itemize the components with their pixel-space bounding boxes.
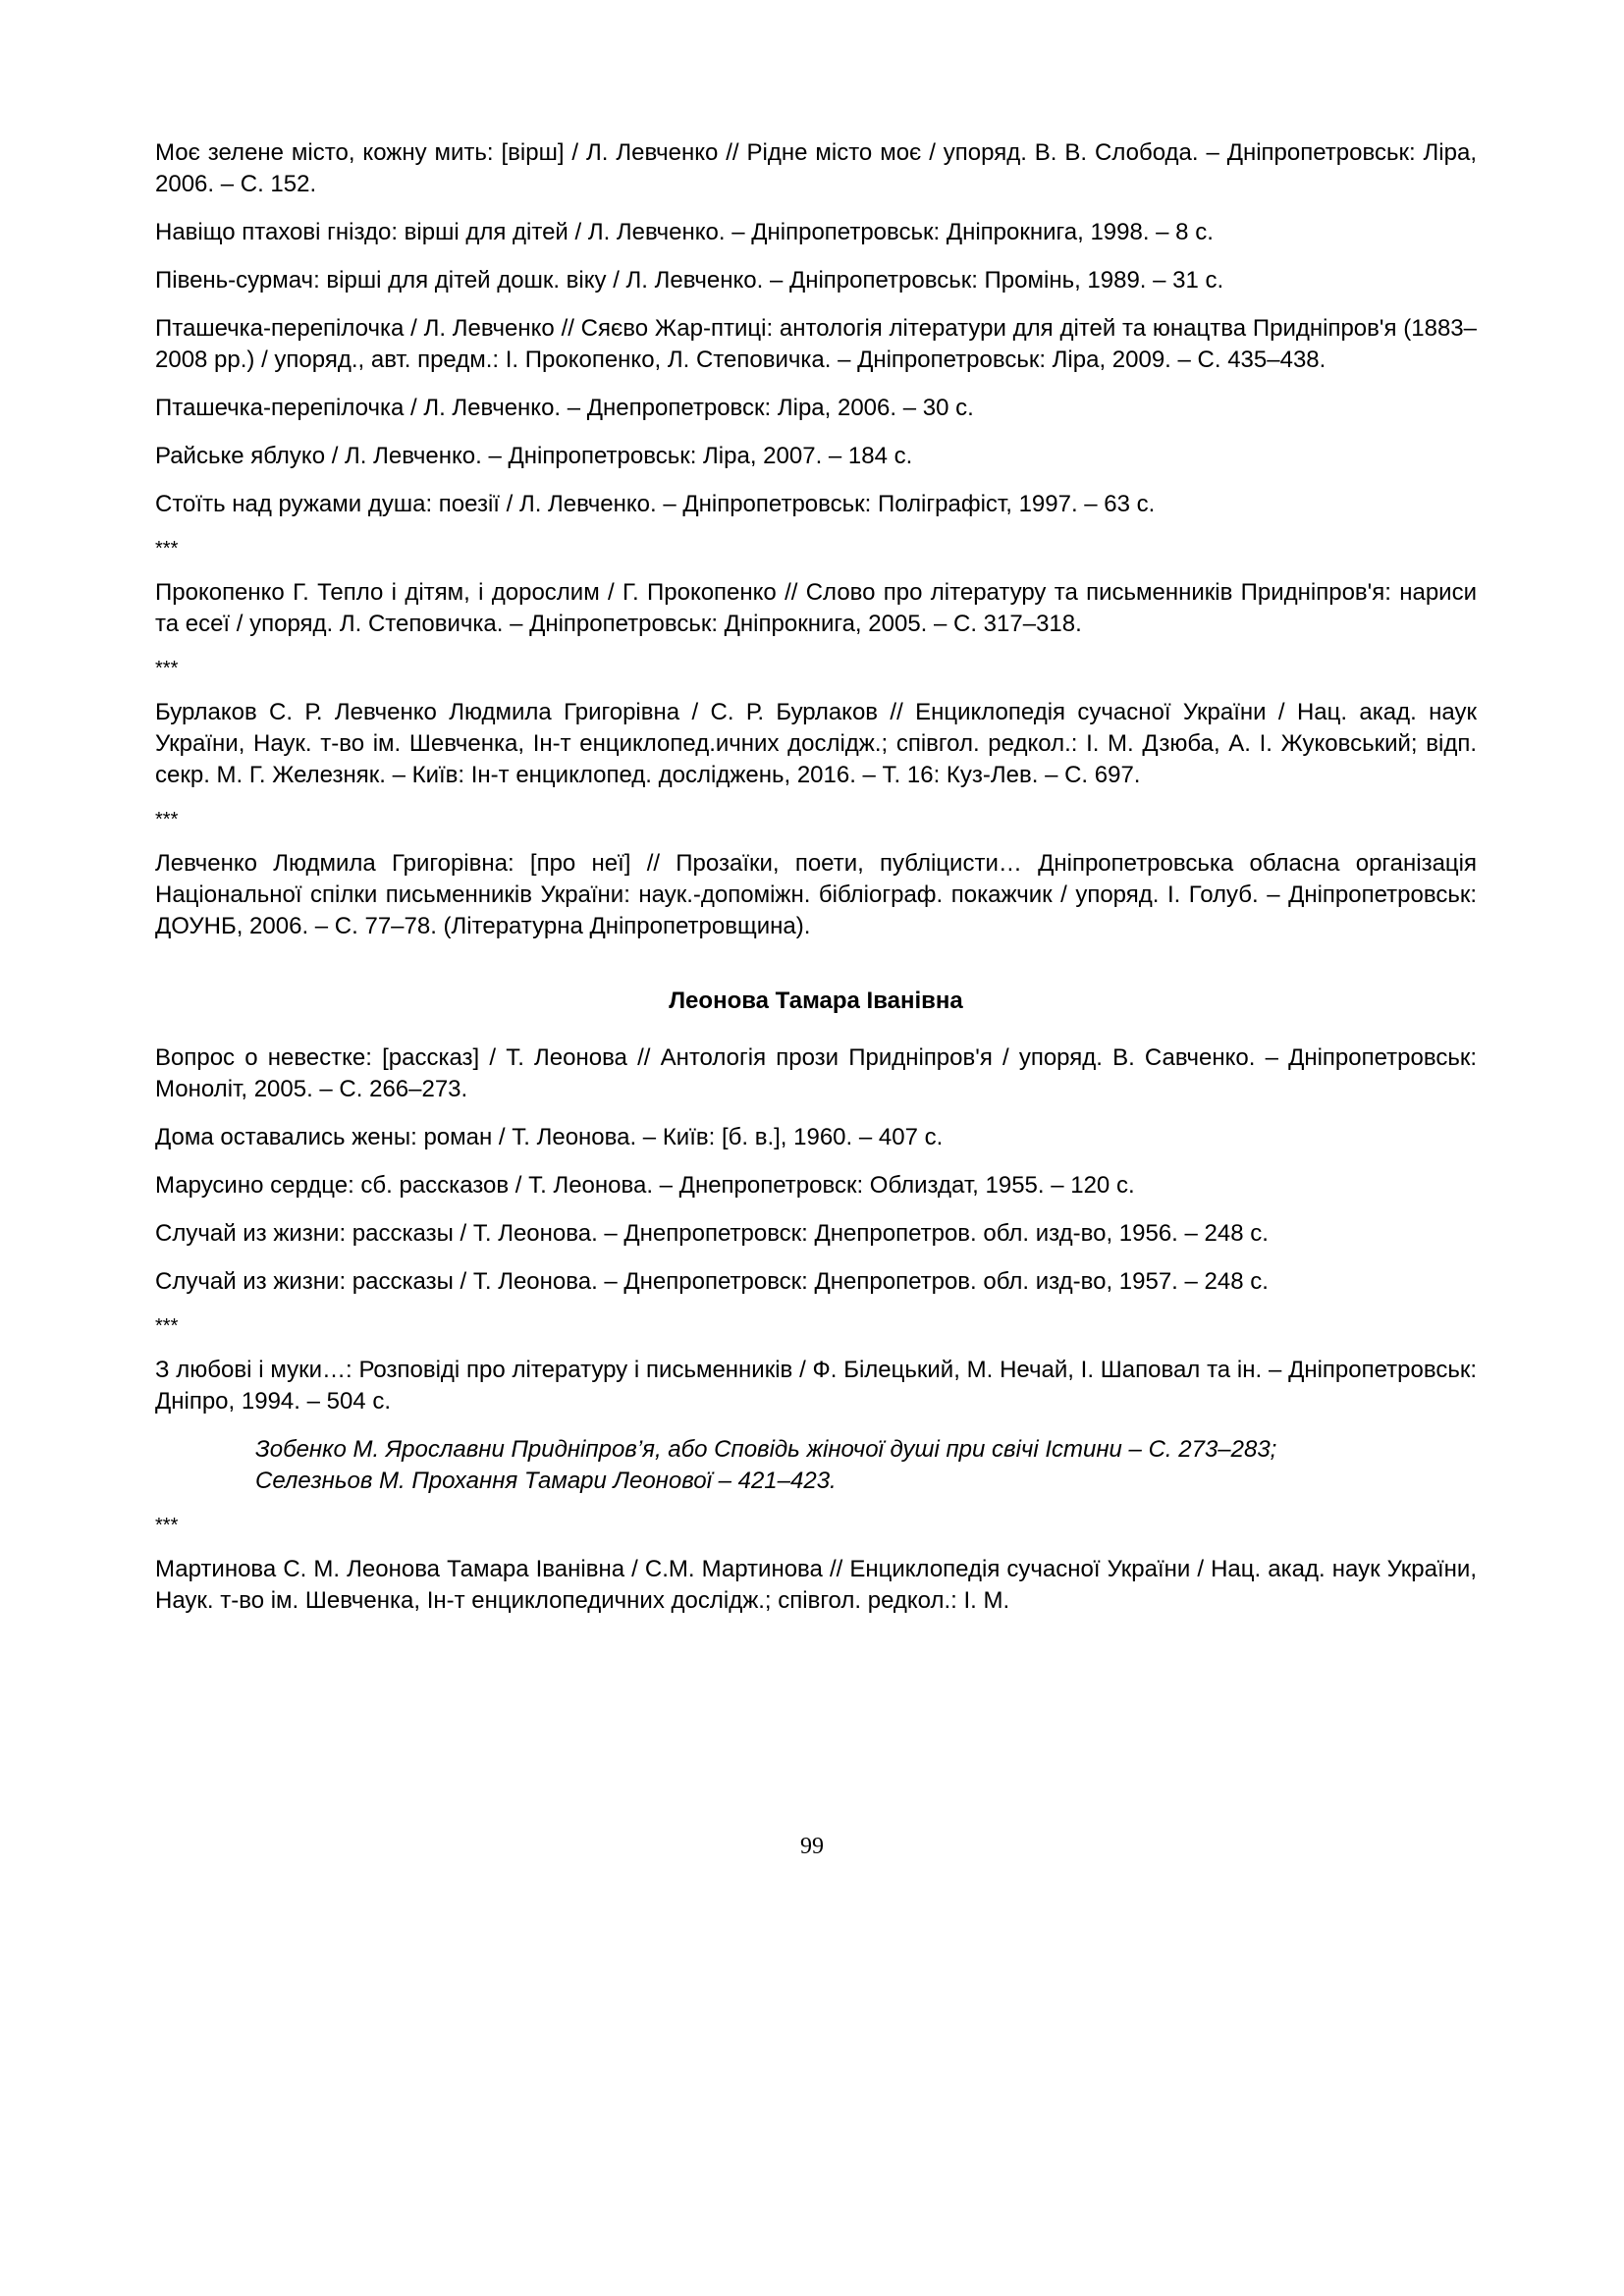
bibliography-entry: Навіщо птахові гніздо: вірші для дітей / Л. Левченко. – Дніпропетровськ: Дніпрокнига, 1998. – 8 с. [155,219,1214,245]
bibliography-entry: Вопрос о невестке: [рассказ] / Т. Леонова // Антологія прози Придніпров'я / упоряд. В. Савченко. – Дніпропетровськ: Моноліт, 2005. – С. 266–273. [155,1044,1477,1102]
bibliography-entry: Стоїть над ружами душа: поезії / Л. Левченко. – Дніпропетровськ: Поліграфіст, 1997. – 63 с. [155,491,1156,517]
bibliography-entry: Півень-сурмач: вірші для дітей дошк. віку / Л. Левченко. – Дніпропетровськ: Промінь, 1989. – 31 с. [155,267,1224,294]
collection-contents [255,1434,1477,1497]
section-separator: *** [155,658,179,679]
bibliography-entry: Дома оставались жены: роман / Т. Леонова. – Київ: [б. в.], 1960. – 407 с. [155,1124,944,1150]
section-separator: *** [155,538,179,560]
author-heading: Леонова Тамара Іванівна [669,988,963,1014]
bibliography-entry: Моє зелене місто, кожну мить: [вірш] / Л. Левченко // Рідне місто моє / упоряд. В. В. Слобода. – Дніпропетровськ: Ліра, 2006. – С. 152. [155,139,1477,197]
bibliography-entry: З любові і муки…: Розповіді про літературу і письменників / Ф. Білецький, М. Нечай, І. Шаповал та ін. – Дніпропетровськ: Дніпро, 1994. – 504 с. [155,1357,1477,1415]
bibliography-entry: Левченко Людмила Григорівна: [про неї] // Прозаїки, поети, публіцисти… Дніпропетровська обласна організація Національної спілки письменників України: наук.-допоміжн. бібліограф. покажчик / упоряд. І. Голуб. – Дніпропетровськ: ДОУНБ, 2006. – С. 77–78. (Літературна Дніпропетровщина). [155,850,1477,939]
section-separator: *** [155,1515,179,1536]
contents-line: Селезньов М. Прохання Тамари Леонової – 421–423. [255,1468,837,1494]
bibliography-entry: Случай из жизни: рассказы / Т. Леонова. – Днепропетровск: Днепропетров. обл. изд-во, 1957. – 248 с. [155,1268,1269,1295]
bibliography-entry: Мартинова С. М. Леонова Тамара Іванівна / С.М. Мартинова // Енциклопедія сучасної України / Нац. акад. наук України, Наук. т-во ім. Шевченка, Ін-т енциклопедичних дослідж.; співгол. редкол.: І. М. [155,1556,1477,1614]
bibliography-entry: Бурлаков С. Р. Левченко Людмила Григорівна / С. Р. Бурлаков // Енциклопедія сучасної України / Нац. акад. наук України, Наук. т-во ім. Шевченка, Ін-т енциклопед.ичних дослідж.; співгол. редкол.: І. М. Дзюба, А. І. Жуковський; відп. секр. М. Г. Железняк. – Київ: Ін-т енциклопед. досліджень, 2016. – Т. 16: Куз-Лев. – С. 697. [155,699,1477,788]
section-separator: *** [155,809,179,830]
bibliography-entry: Пташечка-перепілочка / Л. Левченко // Сяєво Жар-птиці: антологія літератури для дітей та юнацтва Придніпров'я (1883–2008 рр.) / упоряд., авт. предм.: І. Прокопенко, Л. Степовичка. – Дніпропетровськ: Ліра, 2009. – С. 435–438. [155,315,1477,373]
section-separator: *** [155,1315,179,1337]
bibliography-entry: Райське яблуко / Л. Левченко. – Дніпропетровськ: Ліра, 2007. – 184 с. [155,443,913,469]
bibliography-entry: Пташечка-перепілочка / Л. Левченко. – Днепропетровск: Ліра, 2006. – 30 с. [155,395,974,421]
document-body [155,137,1477,1633]
bibliography-entry: Случай из жизни: рассказы / Т. Леонова. – Днепропетровск: Днепропетров. обл. изд-во, 1956. – 248 с. [155,1220,1269,1247]
contents-line: Зобенко М. Ярославни Придніпров’я, або Сповідь жіночої душі при свічі Істини – С. 273–283; [255,1436,1277,1463]
bibliography-entry: Прокопенко Г. Тепло і дітям, і дорослим / Г. Прокопенко // Слово про літературу та письменників Придніпров'я: нариси та есеї / упоряд. Л. Степовичка. – Дніпропетровськ: Дніпрокнига, 2005. – С. 317–318. [155,579,1477,637]
bibliography-entry: Марусино сердце: сб. рассказов / Т. Леонова. – Днепропетровск: Облиздат, 1955. – 120 с. [155,1172,1135,1199]
page-number: 99 [800,1834,824,1859]
